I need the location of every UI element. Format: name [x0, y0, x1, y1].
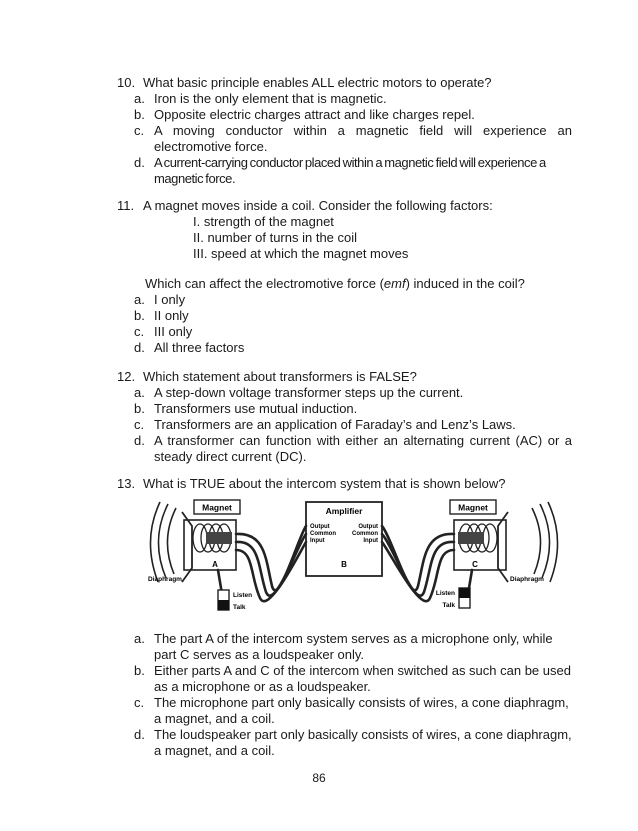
intercom-diagram	[148, 498, 560, 624]
option-13d	[117, 727, 572, 759]
switch-left	[218, 590, 252, 611]
option-11a	[117, 292, 572, 308]
option-13b	[117, 663, 572, 695]
option-letter: d.	[134, 155, 145, 170]
part-c-label: C	[472, 560, 478, 569]
prompt-text: Which can affect the electromotive force (	[145, 276, 384, 291]
amp-left-output: Output	[310, 524, 330, 530]
magnet-label-right: Magnet	[458, 502, 488, 513]
option-10b	[117, 107, 572, 123]
sound-waves-right	[532, 502, 558, 582]
question-10	[117, 75, 572, 187]
option-text: Transformers use mutual induction.	[154, 401, 358, 416]
option-12b	[117, 401, 572, 417]
question-12	[117, 369, 572, 465]
question-number: 11.	[117, 198, 135, 213]
option-text: A step-down voltage transformer steps up the current.	[154, 385, 464, 400]
speaker-unit-a	[148, 500, 240, 583]
question-text: What basic principle enables ALL electric motors to operate?	[143, 75, 492, 90]
amplifier-b	[306, 502, 382, 576]
listen-label-right: Listen	[435, 590, 455, 597]
question-12-stem	[117, 369, 572, 385]
question-text: A magnet moves inside a coil. Consider the following factors:	[143, 198, 493, 213]
option-letter: c.	[134, 695, 145, 710]
magnet-left	[206, 532, 232, 544]
part-b-label: B	[341, 560, 347, 569]
option-text: The microphone part only basically consists of wires, a cone diaphragm, a magnet, and a coil.	[154, 695, 569, 726]
question-number: 13.	[117, 476, 136, 491]
diaphragm-label-left: Diaphragm	[148, 576, 182, 583]
option-text: Either parts A and C of the intercom when switched as such can be used as a microphone or as a loudspeaker.	[154, 663, 571, 694]
option-letter: c.	[134, 324, 145, 339]
diaphragm-label-right: Diaphragm	[510, 576, 544, 583]
option-11c	[117, 324, 572, 340]
option-text: A current-carrying conductor placed within a magnetic field will experience a magnetic force.	[154, 155, 546, 186]
factor-3: III. speed at which the magnet moves	[193, 246, 409, 261]
option-letter: a.	[134, 385, 145, 400]
option-12d	[117, 433, 572, 465]
question-13-stem	[117, 476, 572, 492]
page-number: 86	[312, 771, 326, 785]
talk-label-left: Talk	[233, 604, 246, 611]
option-letter: b.	[134, 663, 145, 678]
option-letter: a.	[134, 631, 145, 646]
prompt-text: ) induced in the coil?	[405, 276, 525, 291]
switch-knob-left	[218, 600, 229, 610]
option-letter: c.	[134, 417, 145, 432]
option-10d	[117, 155, 572, 187]
option-text: II only	[154, 308, 189, 323]
option-10a	[117, 91, 572, 107]
amp-left-common: Common	[310, 531, 336, 537]
question-number: 10.	[117, 75, 136, 90]
option-letter: d.	[134, 433, 145, 448]
listen-label-left: Listen	[233, 592, 253, 599]
option-letter: b.	[134, 401, 145, 416]
question-11-stem	[117, 198, 572, 214]
option-11b	[117, 308, 572, 324]
amp-left-input: Input	[310, 538, 325, 544]
option-text: I only	[154, 292, 186, 307]
option-text: All three factors	[154, 340, 245, 355]
option-letter: d.	[134, 340, 145, 355]
amp-right-common: Common	[352, 531, 378, 537]
amp-right-input: Input	[363, 538, 378, 544]
option-text: Opposite electric charges attract and like charges repel.	[154, 107, 475, 122]
talk-label-right: Talk	[442, 602, 455, 609]
magnet-label-left: Magnet	[202, 502, 232, 513]
option-text: The part A of the intercom system serves as a microphone only, while part C serves as a loudspeaker only.	[154, 631, 553, 662]
option-letter: b.	[134, 308, 145, 323]
option-text: Transformers are an application of Faraday’s and Lenz’s Laws.	[154, 417, 516, 432]
part-a-label: A	[212, 560, 218, 569]
option-letter: b.	[134, 107, 145, 122]
switch-right	[436, 588, 470, 609]
option-10c	[117, 123, 572, 155]
switch-knob-right	[459, 588, 470, 598]
option-13c	[117, 695, 572, 727]
option-12a	[117, 385, 572, 401]
question-10-stem	[117, 75, 572, 91]
option-letter: a.	[134, 292, 145, 307]
factor-2: II. number of turns in the coil	[193, 230, 358, 245]
amp-right-output: Output	[358, 524, 378, 530]
sound-waves-left	[150, 502, 176, 582]
factor-1: I. strength of the magnet	[193, 214, 334, 229]
question-11	[117, 198, 572, 356]
amplifier-label: Amplifier	[325, 506, 363, 516]
question-text: Which statement about transformers is FALSE?	[143, 369, 417, 384]
option-letter: d.	[134, 727, 145, 742]
speaker-unit-c	[450, 500, 544, 583]
magnet-right	[458, 532, 484, 544]
option-11d	[117, 340, 572, 356]
option-text: A moving conductor within a magnetic field will experience an electromotive force.	[154, 123, 572, 154]
option-letter: a.	[134, 91, 145, 106]
option-text: Iron is the only element that is magnetic.	[154, 91, 387, 106]
option-letter: c.	[134, 123, 145, 138]
question-13	[117, 476, 572, 492]
prompt-emphasis: emf	[383, 276, 406, 291]
option-text: A transformer can function with either an alternating current (AC) or a steady direct current (DC).	[154, 433, 572, 464]
option-12c	[117, 417, 572, 433]
question-number: 12.	[117, 369, 136, 384]
option-text: III only	[154, 324, 193, 339]
option-13a	[117, 631, 572, 663]
question-13-options	[117, 631, 572, 759]
option-text: The loudspeaker part only basically consists of wires, a cone diaphragm, a magnet, and a coil.	[154, 727, 572, 758]
question-text: What is TRUE about the intercom system that is shown below?	[143, 476, 506, 491]
question-11-prompt	[117, 276, 572, 292]
